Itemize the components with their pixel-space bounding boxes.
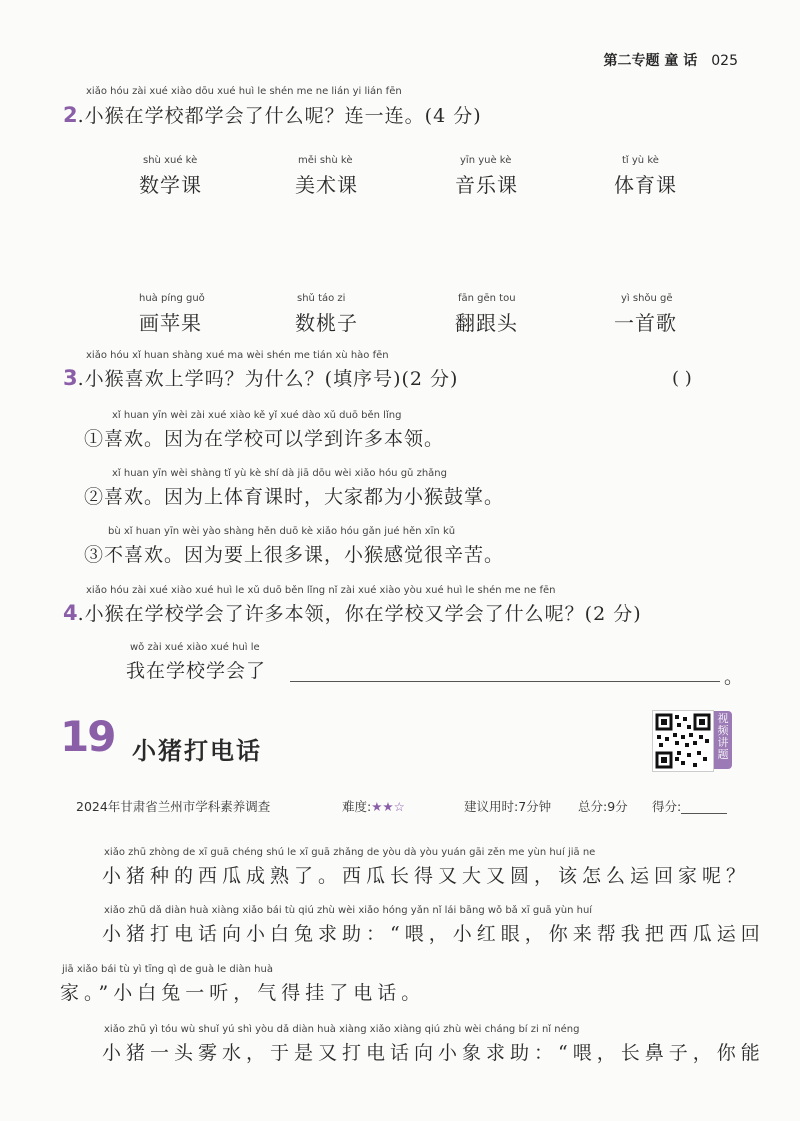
difficulty — [342, 797, 405, 815]
q2-bottom-word-1-pinyin: huà píng guǒ — [139, 293, 205, 304]
q3-option-2: ②喜欢。因为上体育课时，大家都为小猴鼓掌。 — [84, 486, 505, 508]
q2-top-word-1-pinyin: shù xué kè — [143, 155, 198, 166]
q2-text: .小猴在学校都学会了什么呢？连一连。(4 分) — [77, 105, 482, 127]
source-label: 2024年甘肃省兰州市学科素养调查 — [76, 799, 271, 814]
q4-text: .小猴在学校学会了许多本领，你在学校又学会了什么呢？(2 分) — [77, 603, 642, 625]
q4-answer-pinyin: wǒ zài xué xiào xué huì le — [130, 642, 260, 653]
q3-answer-parens[interactable]: ( ) — [672, 368, 692, 389]
question-3 — [63, 364, 458, 391]
q2-bottom-word-2-pinyin: shǔ táo zi — [297, 293, 346, 304]
q2-pinyin: xiǎo hóu zài xué xiào dōu xué huì le shén me ne lián yi lián fēn — [86, 86, 402, 97]
q2-top-word-2[interactable]: 美术课 — [295, 173, 358, 197]
score-field — [652, 797, 727, 815]
question-4 — [63, 599, 642, 626]
lesson-number: 19 — [60, 712, 115, 761]
q2-bottom-word-3[interactable]: 翻跟头 — [455, 311, 518, 335]
video-explanation-tab[interactable]: 视频讲题 — [714, 711, 732, 769]
story-line-3: 家。”小白兔一听，气得挂了电话。 — [60, 982, 426, 1004]
q2-bottom-word-2[interactable]: 数桃子 — [295, 311, 358, 335]
q2-top-word-2-pinyin: měi shù kè — [298, 155, 353, 166]
q3-number: 3 — [63, 366, 78, 390]
story-line-2-pinyin: xiǎo zhū dǎ diàn huà xiàng xiǎo bái tù qiú zhù wèi xiǎo hóng yǎn nǐ lái bāng wǒ bǎ xī guā yùn huí — [104, 905, 593, 916]
question-2 — [63, 101, 482, 128]
difficulty-label: 难度: — [342, 799, 372, 814]
score-blank[interactable] — [681, 801, 727, 814]
q3-text: .小猴喜欢上学吗？为什么？(填序号)(2 分) — [77, 368, 459, 390]
q4-answer-end: 。 — [724, 666, 745, 688]
story-line-4-pinyin: xiǎo zhū yì tóu wù shuǐ yú shì yòu dǎ diàn huà xiàng xiǎo xiàng qiú zhù wèi cháng bí zi nǐ néng — [104, 1024, 580, 1035]
lesson-title: 小猪打电话 — [132, 736, 262, 765]
q3-option-2-pinyin: xǐ huan yīn wèi shàng tǐ yù kè shí dà jiā dōu wèi xiǎo hóu gǔ zhǎng — [112, 468, 447, 479]
q3-option-1: ①喜欢。因为在学校可以学到许多本领。 — [84, 428, 445, 450]
story-line-2: 小猪打电话向小白兔求助：“喂，小红眼，你来帮我把西瓜运回 — [102, 923, 765, 945]
q2-bottom-word-4-pinyin: yì shǒu gē — [621, 293, 673, 304]
q3-pinyin: xiǎo hóu xǐ huan shàng xué ma wèi shén me tián xù hào fēn — [86, 350, 389, 361]
page-number: 025 — [711, 53, 738, 69]
story-line-4: 小猪一头雾水，于是又打电话向小象求助：“喂，长鼻子，你能 — [102, 1042, 765, 1064]
q2-bottom-word-1[interactable]: 画苹果 — [139, 311, 202, 335]
q3-option-3: ③不喜欢。因为要上很多课，小猴感觉很辛苦。 — [84, 544, 505, 566]
q2-top-word-4[interactable]: 体育课 — [614, 173, 677, 197]
q2-top-word-3-pinyin: yīn yuè kè — [460, 155, 512, 166]
q2-number: 2 — [63, 103, 78, 127]
q2-top-word-1[interactable]: 数学课 — [139, 173, 202, 197]
q2-top-word-4-pinyin: tǐ yù kè — [622, 155, 659, 166]
story-line-1: 小猪种的西瓜成熟了。西瓜长得又大又圆，该怎么运回家呢？ — [102, 865, 751, 887]
qr-code-icon[interactable] — [652, 710, 714, 772]
page-header — [604, 50, 738, 70]
story-line-1-pinyin: xiǎo zhū zhòng de xī guā chéng shú le xī guā zhǎng de yòu dà yòu yuán gāi zěn me yùn huí jiā ne — [104, 847, 596, 858]
q2-bottom-word-4[interactable]: 一首歌 — [614, 311, 677, 335]
q3-option-1-pinyin: xǐ huan yīn wèi zài xué xiào kě yǐ xué dào xǔ duō běn lǐng — [112, 410, 402, 421]
q4-answer-line[interactable] — [290, 681, 720, 682]
total-score: 总分:9分 — [578, 799, 628, 814]
q3-option-3-pinyin: bù xǐ huan yīn wèi yào shàng hěn duō kè xiǎo hóu gǎn jué hěn xīn kǔ — [108, 526, 456, 537]
q2-bottom-word-3-pinyin: fān gēn tou — [458, 293, 516, 304]
section-title: 第二专题 童 话 — [603, 53, 698, 69]
suggested-time: 建议用时:7分钟 — [464, 799, 552, 814]
story-line-3-pinyin: jiā xiǎo bái tù yì tīng qì de guà le diàn huà — [62, 964, 273, 975]
q4-answer-prefix: 我在学校学会了 — [126, 660, 267, 682]
q4-number: 4 — [63, 601, 78, 625]
difficulty-stars: ★★☆ — [371, 799, 405, 814]
score-label: 得分: — [652, 799, 682, 814]
q2-top-word-3[interactable]: 音乐课 — [455, 173, 518, 197]
q4-pinyin: xiǎo hóu zài xué xiào xué huì le xǔ duō běn lǐng nǐ zài xué xiào yòu xué huì le shén me ne fēn — [86, 585, 556, 596]
